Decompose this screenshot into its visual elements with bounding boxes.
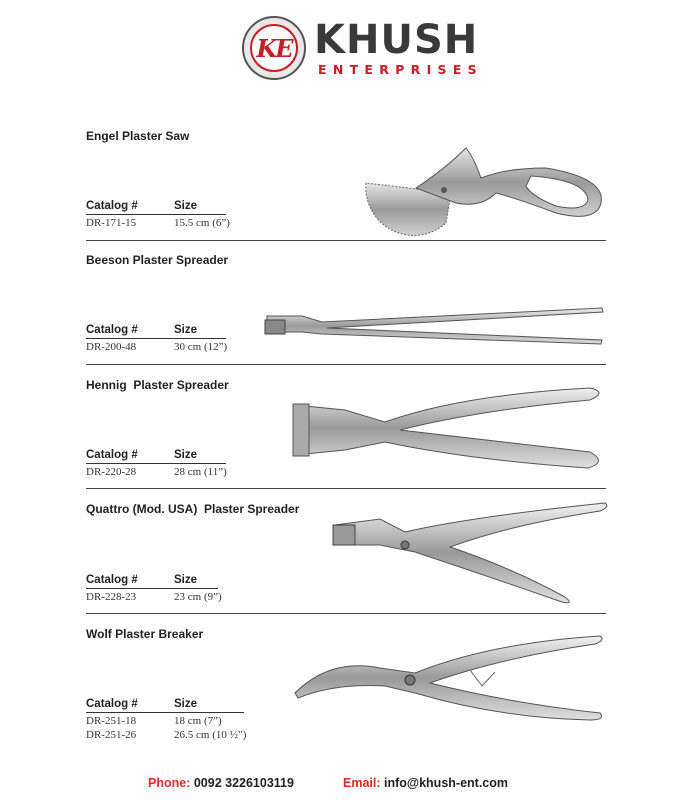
section-divider <box>86 240 606 241</box>
catalog-header: Catalog # <box>86 698 138 710</box>
section-divider <box>86 488 606 489</box>
header-underline <box>86 712 244 713</box>
plaster-spreader-icon <box>262 302 607 352</box>
catalog-number: DR-200-48 <box>86 341 137 353</box>
logo-initials: KE <box>256 33 292 63</box>
brand-logo <box>242 14 483 84</box>
catalog-number: DR-251-18 <box>86 715 137 727</box>
logo-emblem <box>242 16 306 80</box>
phone-label: Phone: <box>148 776 191 790</box>
product-title: Beeson Plaster Spreader <box>86 253 229 267</box>
header-underline <box>86 588 218 589</box>
size-header: Size <box>174 324 198 336</box>
brand-subtitle: ENTERPRISES <box>318 62 483 77</box>
product-title: Wolf Plaster Breaker <box>86 627 204 641</box>
size-value: 18 cm (7”) <box>174 715 222 727</box>
catalog-header: Catalog # <box>86 449 138 461</box>
email-address[interactable]: info@khush-ent.com <box>384 776 508 790</box>
catalog-number: DR-171-15 <box>86 217 137 229</box>
product-title: Hennig Plaster Spreader <box>86 378 229 392</box>
size-value: 30 cm (12”) <box>174 341 228 353</box>
size-value: 23 cm (9”) <box>174 591 222 603</box>
header-underline <box>86 214 226 215</box>
catalog-number: DR-228-23 <box>86 591 137 603</box>
email-contact <box>343 776 508 790</box>
catalog-header: Catalog # <box>86 574 138 586</box>
email-label: Email: <box>343 776 381 790</box>
section-divider <box>86 364 606 365</box>
catalog-header: Catalog # <box>86 200 138 212</box>
header-underline <box>86 463 226 464</box>
catalog-number: DR-251-26 <box>86 729 137 741</box>
plaster-saw-icon <box>356 138 611 238</box>
size-header: Size <box>174 574 198 586</box>
product-title: Quattro (Mod. USA) Plaster Spreader <box>86 502 300 516</box>
size-header: Size <box>174 449 198 461</box>
plaster-breaker-icon <box>290 628 610 728</box>
header-underline <box>86 338 226 339</box>
phone-contact <box>148 776 294 790</box>
catalog-number: DR-220-28 <box>86 466 137 478</box>
section-divider <box>86 613 606 614</box>
phone-number[interactable]: 0092 3226103119 <box>193 776 294 790</box>
catalog-header: Catalog # <box>86 324 138 336</box>
size-header: Size <box>174 200 198 212</box>
size-header: Size <box>174 698 198 710</box>
size-value: 15.5 cm (6”) <box>174 217 230 229</box>
brand-name: KHUSH <box>314 17 479 63</box>
size-value: 28 cm (11”) <box>174 466 227 478</box>
size-value: 26.5 cm (10 ½”) <box>174 729 247 741</box>
plaster-spreader-icon <box>330 497 610 607</box>
plaster-spreader-icon <box>290 380 610 475</box>
product-title: Engel Plaster Saw <box>86 129 190 143</box>
